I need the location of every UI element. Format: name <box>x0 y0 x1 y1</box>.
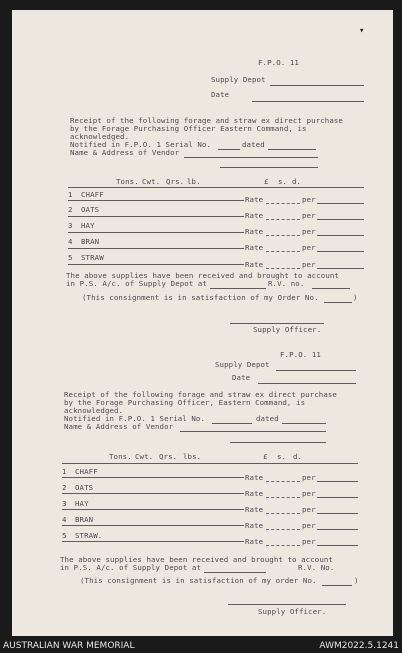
vendor-line-1 <box>184 157 318 158</box>
form2-signature-line <box>228 604 346 605</box>
form2-item-2-rate: Rate <box>245 489 264 498</box>
item-2-rate-line <box>266 219 300 220</box>
form2-header-pounds: £ <box>263 452 268 461</box>
form2-item-2-rate-line <box>266 497 300 498</box>
form2-item-5-num: 5 <box>62 531 67 540</box>
form2-header-pence: d. <box>293 452 303 461</box>
item-2-name: OATS <box>81 205 100 214</box>
form2-item-1-line <box>62 477 244 478</box>
form2-receipt-line-2: by the Forage Purchasing Officer, Eastern Command, is <box>64 398 306 407</box>
header-tons: Tons. <box>116 177 139 186</box>
serial-line <box>218 149 240 150</box>
rv-no-label: R.V. no. <box>268 279 305 288</box>
form2-header-lbs: lbs. <box>183 452 202 461</box>
item-3-name: HAY <box>81 221 95 230</box>
header-pounds: £ <box>264 177 269 186</box>
vendor-line-2 <box>220 167 318 168</box>
form2-receipt-line-1: Receipt of the following forage and straw ex direct purchase <box>64 390 337 399</box>
item-3-rate: Rate <box>245 227 264 236</box>
item-2-line <box>68 216 244 217</box>
notified-label: Notified in F.P.O. 1 Serial No. <box>70 140 212 149</box>
item-4-num: 4 <box>68 237 73 246</box>
item-1-line <box>68 200 244 201</box>
form2-item-1-rate-line <box>266 481 300 482</box>
form2-item-3-line <box>62 509 244 510</box>
form2-item-1-num: 1 <box>62 467 67 476</box>
caption-source: AUSTRALIAN WAR MEMORIAL <box>3 641 135 651</box>
item-4-per: per <box>302 243 316 252</box>
item-5-per-line <box>317 268 364 269</box>
form2-item-4-line <box>62 525 244 526</box>
header-lb: lb. <box>187 177 201 186</box>
form2-order-no-line <box>322 585 352 586</box>
form2-date-line <box>258 383 356 384</box>
item-2-num: 2 <box>68 205 73 214</box>
form2-item-4-rate: Rate <box>245 521 264 530</box>
form2-number: F.P.O. 11 <box>280 350 321 359</box>
item-4-rate-line <box>266 251 300 252</box>
form2-item-3-per-line <box>317 513 358 514</box>
item-5-per: per <box>302 260 316 269</box>
item-3-per: per <box>302 227 316 236</box>
consignment-text: (This consignment is in satisfaction of my Order No. <box>82 293 319 302</box>
item-1-rate: Rate <box>245 195 264 204</box>
vendor-label: Name & Address of Vendor <box>70 148 180 157</box>
form2-item-3-rate: Rate <box>245 505 264 514</box>
receipt-line-1: Receipt of the following forage and straw ex direct purchase <box>70 116 343 125</box>
form2-item-5-name: STRAW. <box>75 531 103 540</box>
form2-vendor-line-2 <box>230 442 326 443</box>
header-pence: d. <box>292 177 302 186</box>
item-4-rate: Rate <box>245 243 264 252</box>
item-4-name: BRAN <box>81 237 100 246</box>
form2-header-cwt: Cwt. <box>135 452 154 461</box>
form2-supply-officer-label: Supply Officer. <box>258 607 327 616</box>
item-3-num: 3 <box>68 221 73 230</box>
header-qrs: Qrs. <box>166 177 185 186</box>
form2-item-1-name: CHAFF <box>75 467 98 476</box>
form2-item-2-name: OATS <box>75 483 94 492</box>
form2-item-2-num: 2 <box>62 483 67 492</box>
form2-supply-depot-label: Supply Depot <box>215 360 270 369</box>
form2-item-5-rate-line <box>266 545 300 546</box>
form2-closing-line-1: The above supplies have been received and brought to account <box>60 555 333 564</box>
form2-table-top-line <box>62 463 358 464</box>
table-top-line <box>68 187 364 188</box>
item-1-num: 1 <box>68 190 73 199</box>
receipt-line-3: acknowledged. <box>70 132 130 141</box>
form2-item-5-rate: Rate <box>245 537 264 546</box>
dated-line <box>268 149 316 150</box>
form2-serial-line <box>212 423 252 424</box>
form2-item-3-per: per <box>302 505 316 514</box>
header-shillings: s. <box>278 177 288 186</box>
item-4-per-line <box>317 251 364 252</box>
form-number: F.P.O. 11 <box>258 58 299 67</box>
item-1-per: per <box>302 195 316 204</box>
form-paper <box>12 10 393 636</box>
form2-date-label: Date <box>232 373 251 382</box>
item-2-per-line <box>317 219 364 220</box>
order-no-line <box>324 302 352 303</box>
caption-bar <box>0 638 402 653</box>
closing-line-1: The above supplies have been received and brought to account <box>66 271 339 280</box>
form2-item-2-line <box>62 493 244 494</box>
form2-consignment-text: (This consignment is in satisfaction of my order No. <box>80 576 317 585</box>
caption-accession-number: AWM2022.5.1241 <box>319 641 399 651</box>
form2-header-shillings: s. <box>277 452 287 461</box>
form2-item-1-rate: Rate <box>245 473 264 482</box>
item-2-rate: Rate <box>245 211 264 220</box>
form2-notified-label: Notified in F.P.O. 1 Serial No. <box>64 414 206 423</box>
receipt-line-2: by the Forage Purchasing Officer Eastern Command, is <box>70 124 307 133</box>
signature-line <box>230 323 324 324</box>
form2-item-2-per-line <box>317 497 358 498</box>
form2-item-1-per: per <box>302 473 316 482</box>
item-2-per: per <box>302 211 316 220</box>
form2-item-3-num: 3 <box>62 499 67 508</box>
supply-depot-label: Supply Depot <box>211 75 266 84</box>
item-5-name: STRAW <box>81 253 104 262</box>
item-4-line <box>68 248 244 249</box>
form2-item-2-per: per <box>302 489 316 498</box>
form2-rv-no-label: R.V. No. <box>298 563 335 572</box>
item-1-name: CHAFF <box>81 190 104 199</box>
date-line <box>252 101 364 102</box>
form2-vendor-line-1 <box>180 431 326 432</box>
closing-line-2: in P.S. A/c. of Supply Depot at <box>66 279 208 288</box>
item-3-line <box>68 232 244 233</box>
form2-item-5-line <box>62 541 244 542</box>
form2-item-4-rate-line <box>266 529 300 530</box>
depot-at-line <box>210 288 266 289</box>
consignment-close: ) <box>353 293 358 302</box>
date-label: Date <box>211 90 230 99</box>
form2-item-4-num: 4 <box>62 515 67 524</box>
form2-item-3-rate-line <box>266 513 300 514</box>
item-1-rate-line <box>266 203 300 204</box>
form2-dated-label: dated <box>256 414 279 423</box>
item-5-rate: Rate <box>245 260 264 269</box>
form2-receipt-line-3: acknowledged. <box>64 406 124 415</box>
item-5-num: 5 <box>68 253 73 262</box>
rv-no-line <box>312 288 350 289</box>
supply-depot-line <box>270 85 364 86</box>
item-3-per-line <box>317 235 364 236</box>
supply-officer-label: Supply Officer. <box>253 325 322 334</box>
item-1-per-line <box>317 203 364 204</box>
form2-item-5-per-line <box>317 545 358 546</box>
form2-header-qrs: Qrs. <box>159 452 178 461</box>
form2-supply-depot-line <box>276 370 356 371</box>
corner-mark: ▾ <box>359 26 365 36</box>
form2-closing-line-2: in P.S. A/c. of Supply Depot at <box>60 563 202 572</box>
item-5-line <box>68 264 244 265</box>
form2-consignment-close: ) <box>354 576 359 585</box>
form2-dated-line <box>282 423 326 424</box>
item-3-rate-line <box>266 235 300 236</box>
form2-item-4-name: BRAN <box>75 515 94 524</box>
form2-item-1-per-line <box>317 481 358 482</box>
form2-item-4-per-line <box>317 529 358 530</box>
form2-item-4-per: per <box>302 521 316 530</box>
form2-item-5-per: per <box>302 537 316 546</box>
dated-label: dated <box>242 140 265 149</box>
form2-header-tons: Tons. <box>109 452 132 461</box>
form2-item-3-name: HAY <box>75 499 89 508</box>
header-cwt: Cwt. <box>142 177 161 186</box>
form2-vendor-label: Name & Address of Vendor <box>64 422 174 431</box>
item-5-rate-line <box>266 268 300 269</box>
form2-depot-at-line <box>204 572 266 573</box>
